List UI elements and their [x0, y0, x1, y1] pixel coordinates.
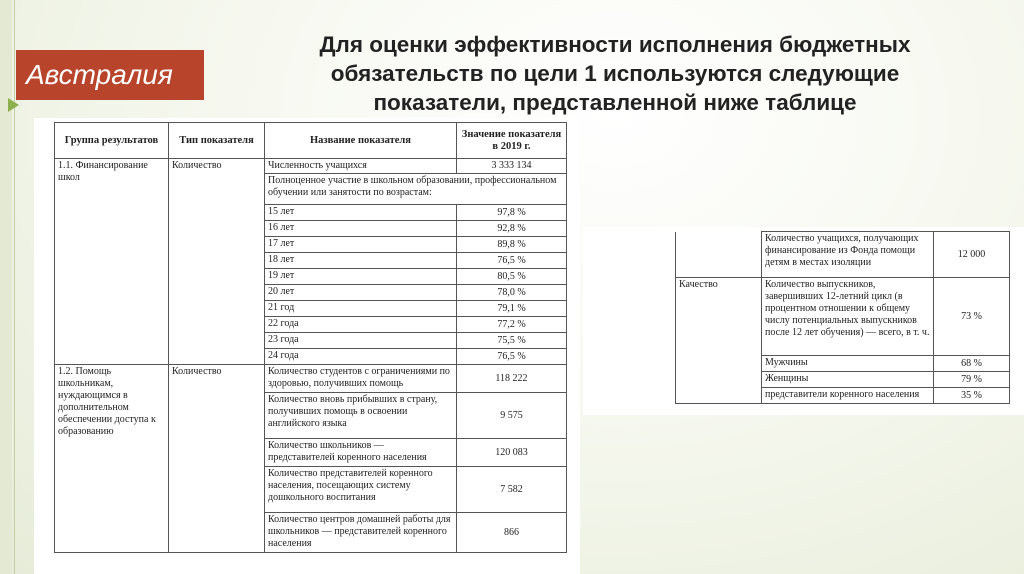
- title-line-1: Для оценки эффективности исполнения бюджетных: [319, 32, 911, 57]
- row-value: 73 %: [934, 278, 1010, 356]
- group-1-type: Количество: [169, 159, 265, 365]
- table-row: [676, 278, 1010, 356]
- row-value: 79 %: [934, 372, 1010, 388]
- row-label: Мужчины: [762, 356, 934, 372]
- header-name: Название показателя: [265, 123, 457, 159]
- row-label: Количество студентов с ограничениями по здоровью, получивших помощь: [265, 365, 457, 393]
- row-value: 120 083: [457, 439, 567, 467]
- age-value: 97,8 %: [457, 205, 567, 221]
- age-label: 17 лет: [265, 237, 457, 253]
- document-scan-main: [34, 118, 580, 574]
- age-value: 89,8 %: [457, 237, 567, 253]
- row-label: Количество представителей коренного населения, посещающих систему дошкольного воспитания: [265, 467, 457, 513]
- row-value: 9 575: [457, 393, 567, 439]
- group-1-name: 1.1. Финансирование школ: [55, 159, 169, 365]
- age-label: 18 лет: [265, 253, 457, 269]
- age-value: 79,1 %: [457, 301, 567, 317]
- group-2-name: 1.2. Помощь школьникам, нуждающимся в дополнительном обеспечении доступа к образованию: [55, 365, 169, 553]
- table-row: [55, 365, 567, 393]
- row-label: Женщины: [762, 372, 934, 388]
- row-label: Количество школьников — представителей коренного населения: [265, 439, 457, 467]
- left-decor-bar: [0, 0, 12, 574]
- age-label: 16 лет: [265, 221, 457, 237]
- age-value: 77,2 %: [457, 317, 567, 333]
- slide-title: [230, 30, 1000, 117]
- header-group: Группа результатов: [55, 123, 169, 159]
- age-value: 76,5 %: [457, 349, 567, 365]
- table-row: [676, 232, 1010, 278]
- age-value: 78,0 %: [457, 285, 567, 301]
- row-label: Количество учащихся, получающих финансирование из Фонда помощи детям в местах изоляции: [762, 232, 934, 278]
- row-label: Количество выпускников, завершивших 12-летний цикл (в процентном отношении к общему числу потенциальных выпускников после 12 лет обучения) — всего, в т. ч.: [762, 278, 934, 356]
- empty-type-cell: [676, 232, 762, 278]
- table-row: [55, 159, 567, 174]
- row-value: 866: [457, 513, 567, 553]
- age-label: 21 год: [265, 301, 457, 317]
- age-label: 19 лет: [265, 269, 457, 285]
- age-value: 75,5 %: [457, 333, 567, 349]
- row-label: Численность учащихся: [265, 159, 457, 174]
- row-value: 68 %: [934, 356, 1010, 372]
- arrow-bullet-icon: [8, 98, 19, 112]
- group-2-type: Количество: [169, 365, 265, 553]
- age-label: 20 лет: [265, 285, 457, 301]
- age-label: 23 года: [265, 333, 457, 349]
- row-value: 35 %: [934, 388, 1010, 404]
- title-line-3: показатели, представленной ниже таблице: [373, 90, 857, 115]
- row-value: 7 582: [457, 467, 567, 513]
- header-type: Тип показателя: [169, 123, 265, 159]
- age-value: 80,5 %: [457, 269, 567, 285]
- row-value: 118 222: [457, 365, 567, 393]
- document-scan-continuation: [583, 227, 1024, 415]
- age-value: 76,5 %: [457, 253, 567, 269]
- row-value: 12 000: [934, 232, 1010, 278]
- indicator-table-continued: [675, 231, 1010, 404]
- title-line-2: обязательств по цели 1 используются следующие: [330, 61, 900, 86]
- age-label: 22 года: [265, 317, 457, 333]
- quality-type: Качество: [676, 278, 762, 404]
- row-label: Количество вновь прибывших в страну, получивших помощь в освоении английского языка: [265, 393, 457, 439]
- table-header-row: [55, 123, 567, 159]
- age-label: 15 лет: [265, 205, 457, 221]
- row-value: 3 333 134: [457, 159, 567, 174]
- age-subheader: Полноценное участие в школьном образовании, профессиональном обучении или занятости по возрастам:: [265, 174, 567, 205]
- left-decor-line: [14, 0, 15, 574]
- row-label: представители коренного населения: [762, 388, 934, 404]
- age-value: 92,8 %: [457, 221, 567, 237]
- header-value: Значение показателя в 2019 г.: [457, 123, 567, 159]
- row-label: Количество центров домашней работы для школьников — представителей коренного населения: [265, 513, 457, 553]
- age-label: 24 года: [265, 349, 457, 365]
- country-label: Австралия: [16, 50, 204, 100]
- indicator-table: [54, 122, 567, 553]
